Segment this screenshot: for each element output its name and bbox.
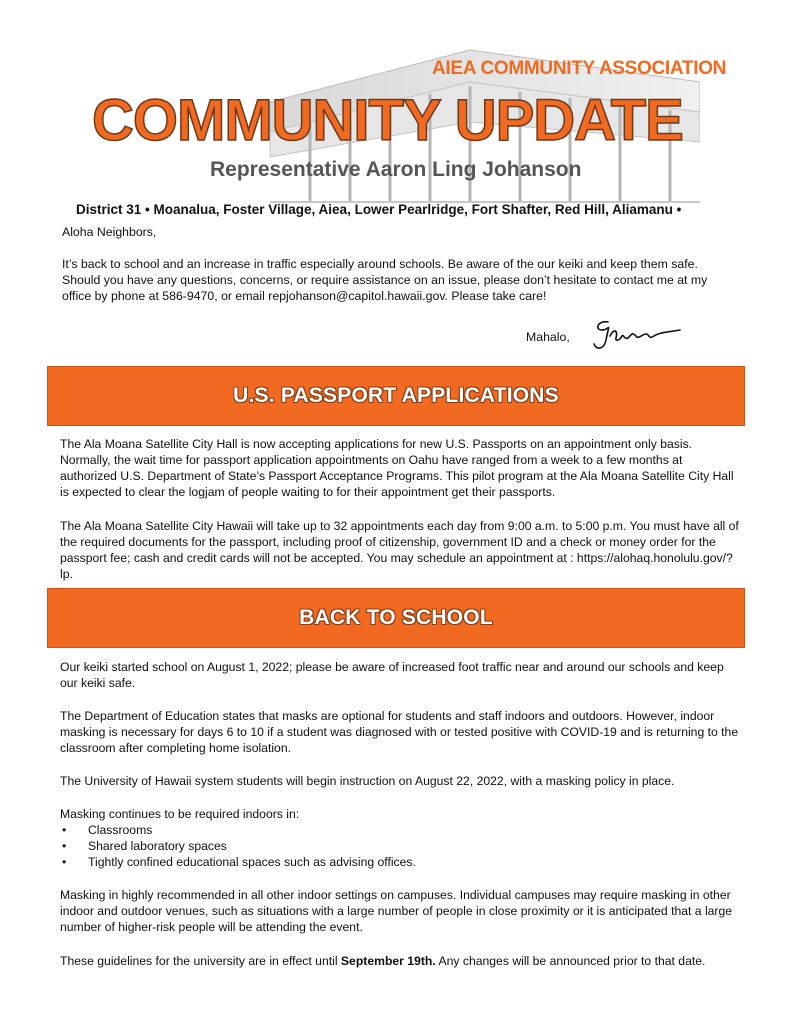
list-item: • Shared laboratory spaces — [60, 838, 416, 854]
passport-heading: U.S. PASSPORT APPLICATIONS — [233, 384, 559, 407]
school-paragraph-5: Masking in highly recommended in all other indoor settings on campuses. Individual campuses may require masking in other indoor and outdoor venues, such as situations with a large number of people in close proximity or it is anticipated that a large number of higher-risk people will be attending the event. — [60, 888, 733, 934]
district-line: District 31 • Moanalua, Foster Village, Aiea, Lower Pearlridge, Fort Shafter, Red Hill, Aliamanu • — [76, 202, 682, 217]
list-item: • Classrooms — [60, 822, 416, 838]
signature — [588, 316, 684, 354]
guidelines-date: September 19th. — [340, 954, 436, 968]
masking-locations-list — [60, 822, 416, 870]
school-paragraph-6 — [60, 953, 740, 969]
passport-paragraph-2: The Ala Moana Satellite City Hawaii will take up to 32 appointments each day from 9:00 a.m. to 5:00 p.m. You must have all of the required documents for the passport, including proof of citizenship, government ID and a check or money order for the passport fee; cash and credit cards will not be accepted. You may schedule an appointment at : https://alohaq.honolulu.gov/?lp. — [60, 519, 739, 581]
school-paragraph-3: The University of Hawaii system students will begin instruction on August 22, 2022, with a masking policy in place. — [60, 774, 675, 788]
intro-paragraph: It’s back to school and an increase in traffic especially around schools. Be aware of the our keiki and keep them safe. Should you have any questions, concerns, or require assistance on an issue, please don’t hesitate to contact me at my office by phone at 586-9470, or email repjohanson@capitol.hawaii.gov. Please take care! — [62, 257, 708, 303]
school-paragraph-4: Masking continues to be required indoors in: — [60, 807, 300, 821]
school-heading: BACK TO SCHOOL — [299, 606, 493, 629]
newsletter-title: COMMUNITY UPDATE — [92, 88, 683, 153]
representative-name: Representative Aaron Ling Johanson — [210, 158, 582, 181]
school-paragraph-1: Our keiki started school on August 1, 2022; please be aware of increased foot traffic near and around our schools and keep our keiki safe. — [60, 660, 724, 690]
guidelines-text: These guidelines for the university are in effect until — [60, 954, 341, 968]
greeting: Aloha Neighbors, — [62, 225, 157, 239]
school-section-banner — [47, 588, 745, 648]
list-item: • Tightly confined educational spaces such as advising offices. — [60, 854, 416, 870]
association-name: AIEA COMMUNITY ASSOCIATION — [432, 58, 727, 79]
closing: Mahalo, — [526, 330, 570, 344]
passport-section-banner — [47, 366, 745, 426]
guidelines-text-end: Any changes will be announced prior to that date. — [435, 954, 706, 968]
school-paragraph-2: The Department of Education states that masks are optional for students and staff indoors and outdoors. However, indoor masking is necessary for days 6 to 10 if a student was diagnosed with or tested positive with COVID-19 and is returning to the classroom after completing home isolation. — [60, 709, 739, 755]
passport-paragraph-1: The Ala Moana Satellite City Hall is now accepting applications for new U.S. Passports on an appointment only basis. Normally, the wait time for passport application appointments on Oahu have ranged from a week to a few months at authorized U.S. Department of State’s Passport Acceptance Programs. This pilot program at the Ala Moana Satellite City Hall is expected to clear the logjam of people waiting to for their appointment get their passports. — [60, 437, 734, 499]
